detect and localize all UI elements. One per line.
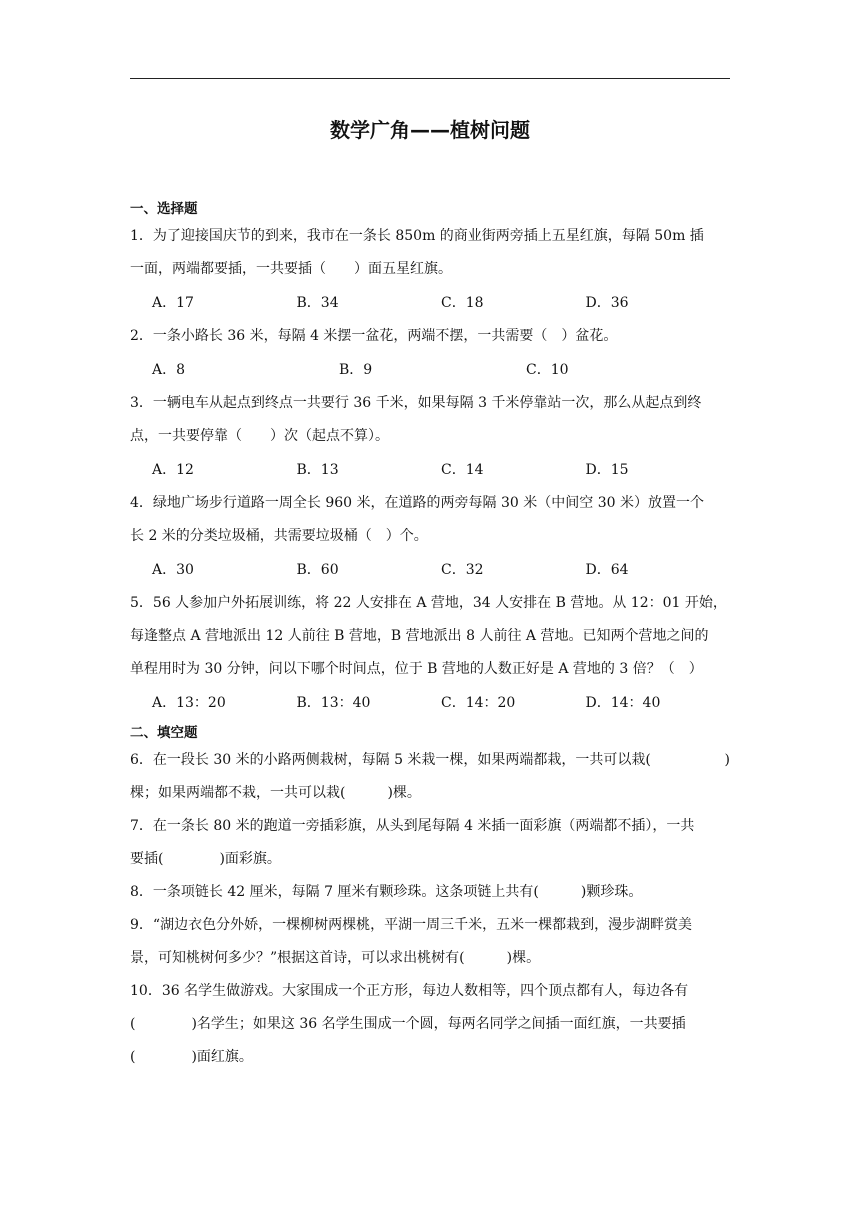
question-7 (130, 810, 730, 876)
section-heading-choice: 一、选择题 (130, 201, 198, 217)
option-b[interactable]: B．13 (296, 462, 339, 478)
question-text: 棵；如果两端都不栽，一共可以栽( )棵。 (130, 785, 421, 801)
question-text: 一面，两端都要插，一共要插（ ）面五星红旗。 (130, 261, 452, 277)
question-text: 每逢整点 A 营地派出 12 人前往 B 营地，B 营地派出 8 人前往 A 营地。已知两个营地之间的 (130, 628, 709, 644)
option-c[interactable]: C．18 (441, 295, 484, 311)
option-a[interactable]: A．8 (152, 362, 186, 378)
option-b[interactable]: B．60 (296, 562, 339, 578)
option-d[interactable]: D．64 (585, 562, 629, 578)
option-d[interactable]: D．36 (585, 295, 629, 311)
options-1 (130, 286, 730, 320)
question-text: ( )名学生；如果这 36 名学生围成一个圆，每两名同学之间插一面红旗，一共要插 (130, 1016, 686, 1032)
question-1 (130, 220, 730, 286)
page-title: 数学广角——植树问题 (330, 118, 530, 142)
question-text: 点，一共要停靠（ ）次（起点不算）。 (130, 428, 389, 444)
option-a[interactable]: A．12 (152, 462, 194, 478)
option-a[interactable]: A．13：20 (152, 695, 226, 711)
option-b[interactable]: B．34 (296, 295, 339, 311)
option-d[interactable]: D．14：40 (585, 695, 661, 711)
option-c[interactable]: C．14：20 (441, 695, 516, 711)
question-5 (130, 587, 730, 686)
question-9 (130, 909, 730, 975)
option-b[interactable]: B．13：40 (296, 695, 371, 711)
question-text: 6．在一段长 30 米的小路两侧栽树，每隔 5 米栽一棵，如果两端都栽，一共可以栽( (130, 752, 651, 768)
options-5 (130, 686, 730, 720)
question-text: ( )面红旗。 (130, 1049, 253, 1065)
option-c[interactable]: C．10 (526, 362, 569, 378)
question-4 (130, 487, 730, 553)
question-text: 7．在一条长 80 米的跑道一旁插彩旗，从头到尾每隔 4 米插一面彩旗（两端都不插），一共 (130, 818, 695, 834)
question-2 (130, 320, 730, 353)
question-text: 5．56 人参加户外拓展训练，将 22 人安排在 A 营地，34 人安排在 B 营地。从 12：01 开始， (130, 595, 727, 611)
question-text: 1．为了迎接国庆节的到来，我市在一条长 850m 的商业街两旁插上五星红旗，每隔 50m 插 (130, 228, 704, 244)
options-3 (130, 453, 730, 487)
header-rule (130, 78, 730, 79)
question-3 (130, 387, 730, 453)
question-text: 单程用时为 30 分钟，问以下哪个时间点，位于 B 营地的人数正好是 A 营地的 3 倍？（ ） (130, 661, 703, 677)
worksheet-body (130, 196, 730, 1074)
question-6 (130, 744, 730, 810)
option-d[interactable]: D．15 (585, 462, 629, 478)
options-2 (130, 353, 730, 387)
option-c[interactable]: C．32 (441, 562, 484, 578)
options-4 (130, 553, 730, 587)
option-c[interactable]: C．14 (441, 462, 484, 478)
question-text: 2．一条小路长 36 米，每隔 4 米摆一盆花，两端不摆，一共需要（ ）盆花。 (130, 328, 618, 344)
option-a[interactable]: A．30 (152, 562, 194, 578)
question-text: 长 2 米的分类垃圾桶，共需要垃圾桶（ ）个。 (130, 528, 428, 544)
question-text: 3．一辆电车从起点到终点一共要行 36 千米，如果每隔 3 千米停靠站一次，那么从起点到终 (130, 395, 702, 411)
option-a[interactable]: A．17 (152, 295, 194, 311)
question-text: 要插( )面彩旗。 (130, 851, 281, 867)
question-text: 9．“湖边衣色分外娇，一棵柳树两棵桃，平湖一周三千米，五米一棵都栽到，漫步湖畔赏美 (130, 917, 693, 933)
answer-blank-close: ) (724, 752, 730, 768)
option-b[interactable]: B．9 (339, 362, 373, 378)
question-text: 8．一条项链长 42 厘米，每隔 7 厘米有颗珍珠。这条项链上共有( )颗珍珠。 (130, 884, 643, 900)
question-text: 10．36 名学生做游戏。大家围成一个正方形，每边人数相等，四个顶点都有人，每边各有 (130, 983, 689, 999)
question-8 (130, 876, 730, 909)
question-text-row (130, 744, 730, 777)
section-heading-fill: 二、填空题 (130, 725, 198, 741)
question-10 (130, 975, 730, 1074)
question-text: 4．绿地广场步行道路一周全长 960 米，在道路的两旁每隔 30 米（中间空 30 米）放置一个 (130, 495, 704, 511)
question-text: 景，可知桃树何多少？”根据这首诗，可以求出桃树有( )棵。 (130, 950, 541, 966)
